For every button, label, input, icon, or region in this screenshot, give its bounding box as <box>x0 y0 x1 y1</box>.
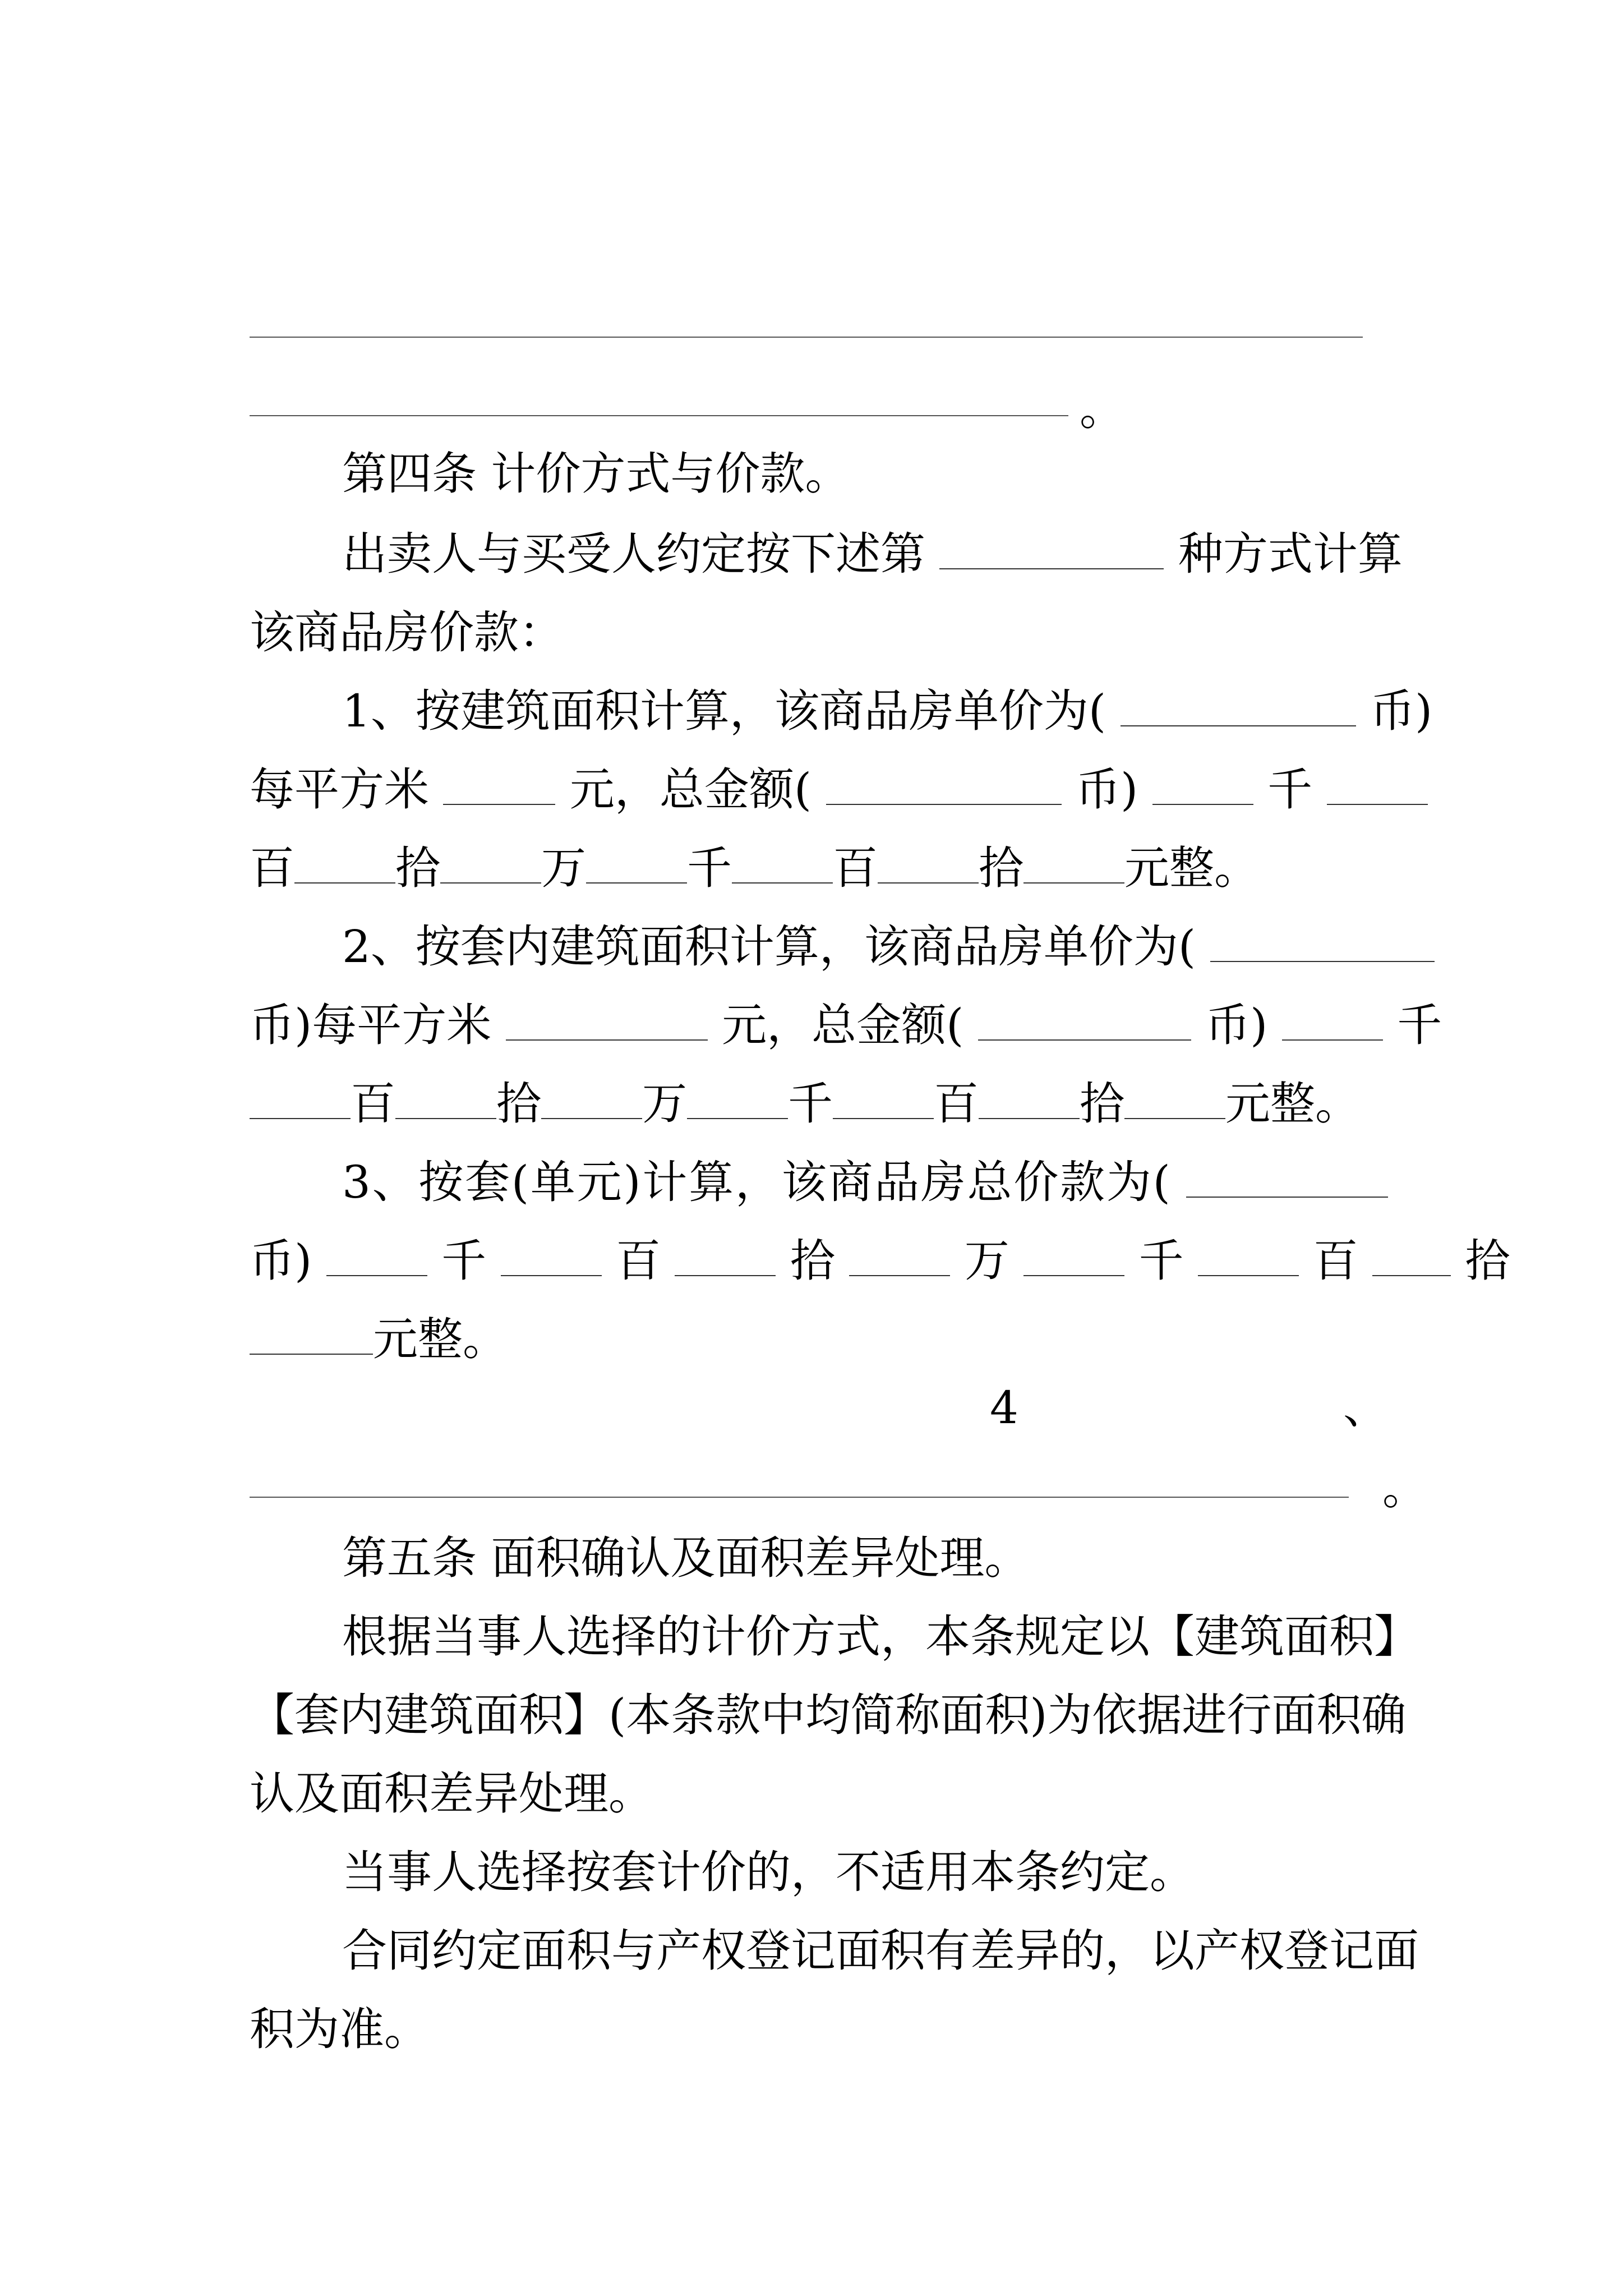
paragraph-line: 认及面积差异处理。 <box>250 1768 653 1820</box>
paragraph-line: 积为准。 <box>250 2003 429 2055</box>
paragraph-line: 当事人选择按套计价的，不适用本条约定。 <box>342 1846 1195 1898</box>
paragraph-line: 币) 千 百 拾 万 千 百 拾 <box>250 1222 1388 1300</box>
blank-field <box>1152 758 1253 805</box>
paragraph-line: 2、按套内建筑面积计算，该商品房单价为( <box>342 908 1388 986</box>
blank-field <box>826 758 1062 805</box>
blank-field <box>501 1229 602 1276</box>
blank-field <box>675 1229 776 1276</box>
blank-field <box>978 993 1191 1041</box>
article-4-heading: 第四条 计价方式与价款。 <box>342 448 850 500</box>
blank-field <box>1023 1229 1124 1276</box>
paragraph-line: 百 拾 万 千 百 拾 元整。 <box>250 829 1388 908</box>
blank-field <box>849 1229 950 1276</box>
blank-field <box>732 836 833 884</box>
blank-field <box>1372 1229 1451 1276</box>
blank-field <box>1186 1151 1388 1198</box>
paragraph-line: 1、按建筑面积计算，该商品房单价为( 币) <box>342 672 1388 751</box>
blank-field <box>586 836 687 884</box>
blank-field <box>1023 836 1124 884</box>
period-mark: 。 <box>1080 383 1124 435</box>
blank-field <box>1198 1229 1299 1276</box>
period-mark: 。 <box>1382 1462 1427 1515</box>
blank-field <box>1210 915 1435 962</box>
blank-field <box>687 1072 788 1119</box>
blank-field <box>979 1072 1080 1119</box>
blank-field <box>1124 1072 1225 1119</box>
blank-field <box>250 1308 373 1355</box>
blank-field <box>294 836 395 884</box>
paragraph-line: 每平方米 元，总金额( 币) 千 <box>250 751 1388 829</box>
blank-field <box>1327 758 1428 805</box>
paragraph-line: 元整。 <box>250 1300 1388 1379</box>
blank-field <box>250 1072 351 1119</box>
paragraph-line: 根据当事人选择的计价方式，本条规定以【建筑面积】 <box>342 1611 1419 1663</box>
item-4-mark: 、 <box>1343 1382 1388 1434</box>
blank-field <box>1282 993 1383 1041</box>
article-5-heading: 第五条 面积确认及面积差异处理。 <box>342 1532 1030 1584</box>
blank-field <box>939 522 1164 569</box>
paragraph-line: 出卖人与买受人约定按下述第 种方式计算 <box>342 515 1388 593</box>
paragraph-line: 3、按套(单元)计算，该商品房总价款为( <box>342 1143 1388 1222</box>
blank-field <box>541 1072 642 1119</box>
blank-field <box>443 758 555 805</box>
paragraph-line: 币)每平方米 元，总金额( 币) 千 <box>250 986 1388 1065</box>
paragraph-line: 百 拾 万 千 百 拾 元整。 <box>250 1065 1416 1143</box>
blank-field <box>878 836 979 884</box>
blank-field <box>833 1072 934 1119</box>
blank-field <box>440 836 541 884</box>
blank-field <box>506 993 708 1041</box>
blank-line <box>250 337 1363 338</box>
item-4-number: 4 <box>990 1382 1018 1434</box>
paragraph-line: 【套内建筑面积】(本条款中均简称面积)为依据进行面积确 <box>250 1689 1407 1741</box>
blank-line <box>250 415 1068 416</box>
blank-field <box>326 1229 427 1276</box>
blank-field <box>395 1072 496 1119</box>
blank-line <box>250 1497 1349 1498</box>
blank-field <box>1121 679 1356 726</box>
paragraph-line: 合同约定面积与产权登记面积有差异的，以产权登记面 <box>342 1925 1419 1977</box>
paragraph-line: 该商品房价款： <box>250 606 564 659</box>
